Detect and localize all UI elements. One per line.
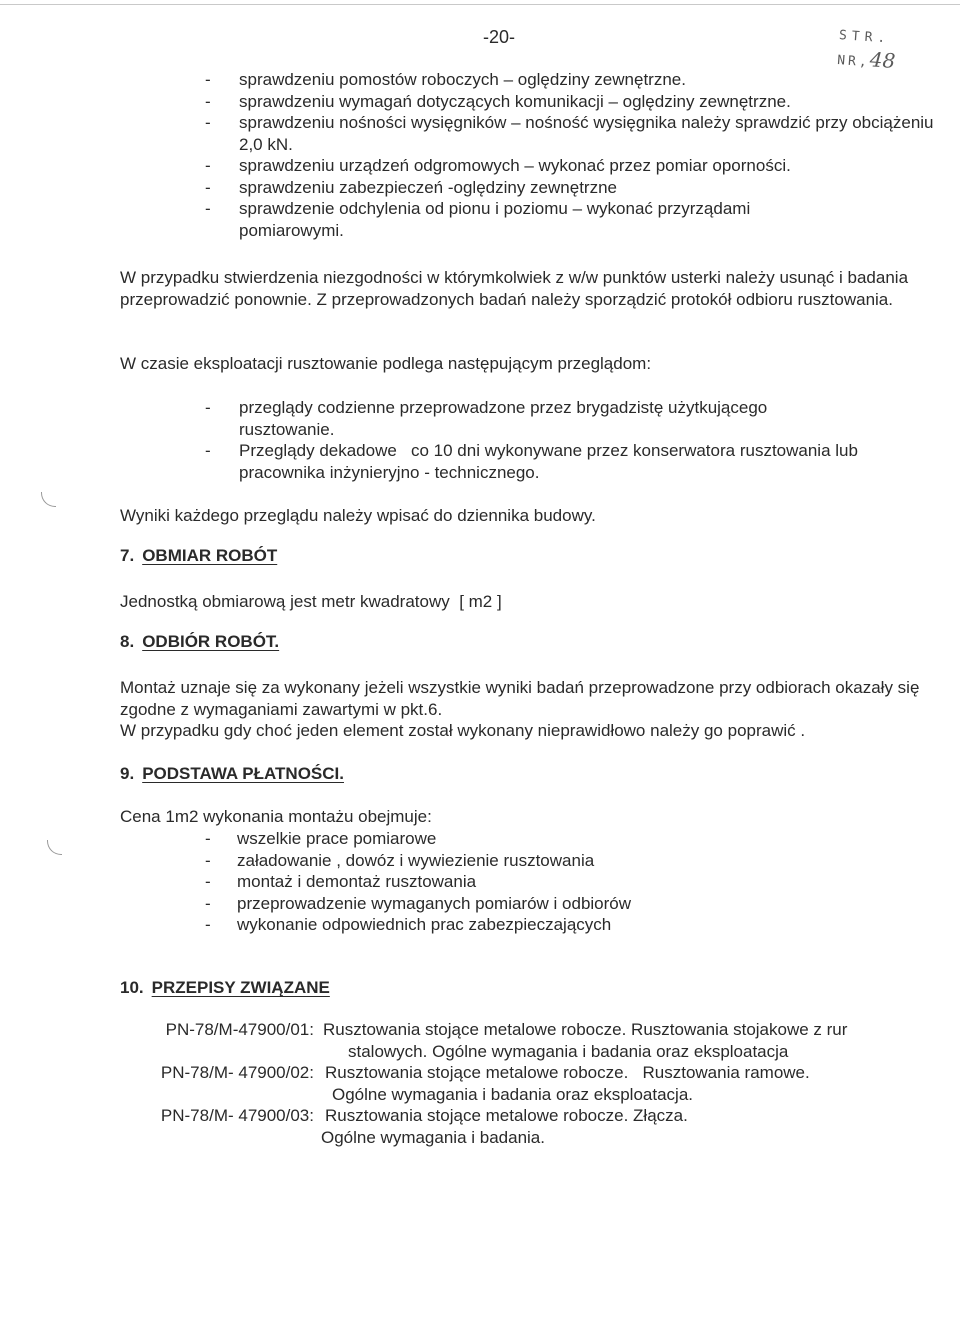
- section-7-heading: [120, 546, 277, 566]
- stamp-label: STR.: [838, 28, 891, 47]
- section-8-heading: [120, 632, 279, 652]
- list-item-text: wykonanie odpowiednich prac zabezpieczających: [237, 915, 612, 934]
- list-item: [205, 198, 819, 241]
- list-dash: -: [205, 872, 211, 891]
- list-dash: -: [205, 398, 211, 417]
- section-10-heading: [120, 978, 330, 998]
- stamp-prefix: NR,: [836, 52, 871, 71]
- section-8-text: Montaż uznaje się za wykonany jeżeli wszystkie wyniki badań przeprowadzone przy odbiorach okazały się zgodne z wymaganiami zawartymi w pkt.6.: [120, 678, 920, 719]
- standard-code: PN-78/M- 47900/03:: [160, 1106, 314, 1125]
- list-dash: -: [205, 113, 211, 132]
- list-dash: -: [205, 829, 211, 848]
- list-item-text: przeglądy codzienne przeprowadzone przez brygadzistę użytkującego rusztowanie.: [239, 398, 768, 439]
- list-dash: -: [205, 199, 211, 218]
- list-item-text: sprawdzeniu urządzeń odgromowych – wykonać przez pomiar oporności.: [239, 156, 791, 175]
- list-dash: -: [205, 177, 211, 197]
- section-number: 9.: [120, 764, 135, 783]
- list-item: [205, 914, 905, 936]
- payment-list: [205, 828, 905, 936]
- standard-row: [0, 1019, 960, 1062]
- margin-mark: [47, 840, 62, 855]
- list-item: [205, 850, 905, 872]
- standard-desc-line1: Rusztowania stojące metalowe robocze. Rusztowania ramowe.: [325, 1063, 810, 1082]
- standard-code: PN-78/M- 47900/02:: [160, 1063, 314, 1082]
- paragraph-results: Wyniki każdego przeglądu należy wpisać do dziennika budowy.: [120, 506, 596, 525]
- standard-desc-line2: stalowych. Ogólne wymagania i badania oraz eksploatacja: [348, 1041, 789, 1061]
- standard-desc-line1: Rusztowania stojące metalowe robocze. Rusztowania stojakowe z rur: [323, 1020, 848, 1039]
- standards-list: [0, 1019, 960, 1148]
- list-item-text: wszelkie prace pomiarowe: [237, 829, 437, 848]
- section-number: 10.: [120, 978, 144, 997]
- section-number: 7.: [120, 546, 135, 565]
- list-item-text: Przeglądy dekadowe co 10 dni wykonywane przez konserwatora rusztowania lub pracownika inżynieryjno - technicznego.: [239, 441, 863, 482]
- inspection-list: [205, 69, 935, 241]
- list-item-text: sprawdzeniu nośności wysięgników – nośność wysięgnika należy sprawdzić przy obciążeniu 2,0 kN.: [239, 113, 934, 154]
- standard-desc-line2: Ogólne wymagania i badania oraz eksploatacja.: [332, 1084, 694, 1104]
- list-item: [205, 112, 935, 155]
- page-number: -20-: [483, 27, 516, 47]
- section-9-intro: Cena 1m2 wykonania montażu obejmuje:: [120, 807, 432, 826]
- list-item: [205, 91, 935, 113]
- margin-mark: [41, 492, 56, 507]
- standard-code: PN-78/M-47900/01:: [165, 1020, 314, 1039]
- list-item: [205, 155, 935, 177]
- list-item: [205, 828, 905, 850]
- page-stamp: [837, 28, 898, 73]
- section-title: OBMIAR ROBÓT: [142, 546, 278, 565]
- stamp-number: 48: [869, 47, 897, 73]
- list-item: [205, 69, 935, 91]
- section-9-heading: [120, 764, 344, 784]
- list-item: [205, 893, 905, 915]
- list-item-text: sprawdzeniu wymagań dotyczących komunikacji – oględziny zewnętrzne.: [239, 91, 791, 111]
- paragraph-operation: W czasie eksploatacji rusztowanie podlega następującym przeglądom:: [120, 354, 652, 373]
- list-item-text: załadowanie , dowóz i wywiezienie rusztowania: [237, 850, 595, 870]
- list-dash: -: [205, 915, 211, 934]
- standard-row: [0, 1105, 960, 1148]
- section-number: 8.: [120, 632, 135, 651]
- list-item-text: sprawdzenie odchylenia od pionu i poziomu – wykonać przyrządami pomiarowymi.: [239, 199, 751, 240]
- list-dash: -: [205, 441, 211, 460]
- section-7-text: Jednostką obmiarową jest metr kwadratowy [ m2 ]: [120, 592, 502, 611]
- list-item: [205, 440, 910, 483]
- list-item-text: sprawdzeniu zabezpieczeń -oględziny zewnętrzne: [239, 177, 617, 197]
- standard-desc-line1: Rusztowania stojące metalowe robocze. Złącza.: [325, 1106, 688, 1125]
- list-item-text: sprawdzeniu pomostów roboczych – oględziny zewnętrzne.: [239, 70, 686, 89]
- list-dash: -: [205, 91, 211, 111]
- review-list: [205, 397, 910, 483]
- list-item: [205, 397, 849, 440]
- list-item-text: przeprowadzenie wymaganych pomiarów i odbiorów: [237, 893, 632, 913]
- list-dash: -: [205, 70, 211, 89]
- section-8-text-2: W przypadku gdy choć jeden element został wykonany nieprawidłowo należy go poprawić .: [120, 721, 806, 740]
- list-item: [205, 871, 905, 893]
- list-item-text: montaż i demontaż rusztowania: [237, 872, 477, 891]
- standard-desc-line2: Ogólne wymagania i badania.: [321, 1127, 545, 1147]
- standard-row: [0, 1062, 960, 1105]
- section-title: PRZEPISY ZWIĄZANE: [151, 978, 330, 997]
- section-title: PODSTAWA PŁATNOŚCI.: [142, 764, 344, 783]
- list-dash: -: [205, 893, 211, 913]
- list-item: [205, 177, 935, 199]
- list-dash: -: [205, 156, 211, 175]
- section-title: ODBIÓR ROBÓT.: [142, 632, 280, 651]
- paragraph-nonconformity: W przypadku stwierdzenia niezgodności w którymkolwiek z w/w punktów usterki należy usunąć i badania przeprowadzić ponownie. Z przeprowadzonych badań należy sporządzić protokół odbioru rusztowania.: [120, 268, 909, 309]
- top-rule: [0, 4, 960, 5]
- list-dash: -: [205, 850, 211, 870]
